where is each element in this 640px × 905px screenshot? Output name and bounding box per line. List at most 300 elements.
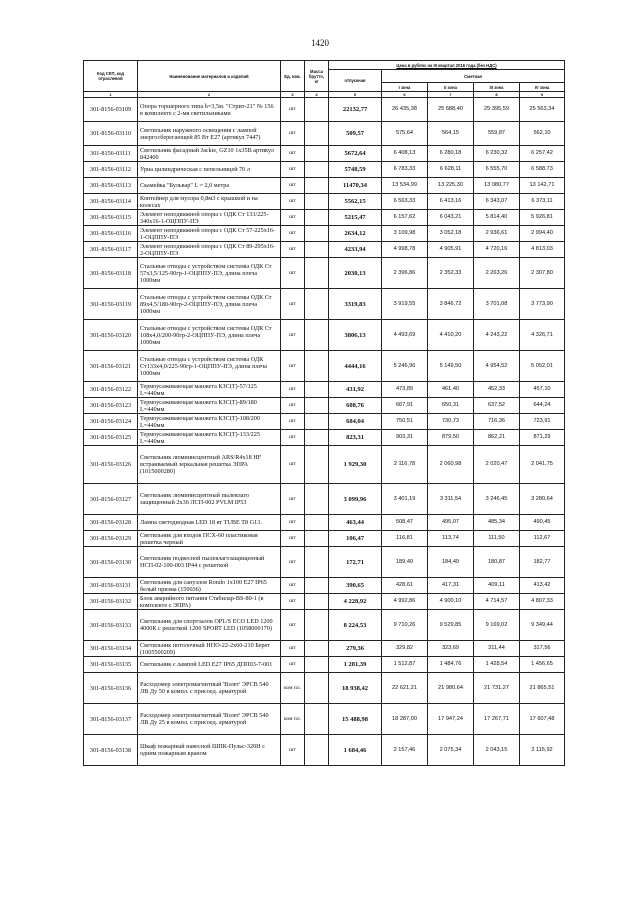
item-code: 301-8156-03119 bbox=[84, 289, 138, 320]
item-code: 301-8156-03127 bbox=[84, 484, 138, 515]
item-release-price: 3319,83 bbox=[329, 289, 382, 320]
item-zone-3-price: 311,44 bbox=[474, 641, 520, 657]
item-zone-1-price: 9 710,26 bbox=[382, 610, 428, 641]
item-zone-4-price: 25 563,34 bbox=[520, 98, 565, 122]
item-release-price: 106,47 bbox=[329, 531, 382, 547]
item-zone-4-price: 9 349,44 bbox=[520, 610, 565, 641]
item-zone-3-price: 3 701,08 bbox=[474, 289, 520, 320]
item-name: Расходомер электромагнитный 'Взлет' ЭРСВ 540 ЛВ Ду 50 в компл. с присоед. арматурой bbox=[138, 673, 281, 704]
table-row bbox=[84, 242, 565, 258]
item-zone-3-price: 21 731,27 bbox=[474, 673, 520, 704]
item-name: Светильник фасадный Jackie, GZ10 1х35В артикул 842400 bbox=[138, 146, 281, 162]
item-zone-2-price: 113,74 bbox=[428, 531, 474, 547]
item-code: 301-8156-03116 bbox=[84, 226, 138, 242]
item-zone-1-price: 750,51 bbox=[382, 414, 428, 430]
item-zone-3-price: 2 020,47 bbox=[474, 446, 520, 484]
item-unit: шт bbox=[281, 398, 305, 414]
item-zone-4-price: 13 142,71 bbox=[520, 178, 565, 194]
item-zone-4-price: 112,67 bbox=[520, 531, 565, 547]
item-zone-1-price: 6 157,62 bbox=[382, 210, 428, 226]
table-row bbox=[84, 641, 565, 657]
item-name: Термоусаживающая манжета КЗС(Т)-57/125 L=440мм bbox=[138, 382, 281, 398]
table-body bbox=[84, 98, 565, 766]
item-unit: ком пл. bbox=[281, 704, 305, 735]
item-zone-2-price: 2 075,34 bbox=[428, 735, 474, 766]
item-name: Светильник подвесной пылевлагозащищенный НСП-02-100-003 IP44 с решеткой bbox=[138, 547, 281, 578]
item-zone-2-price: 3 052,18 bbox=[428, 226, 474, 242]
item-unit: шт bbox=[281, 122, 305, 146]
item-unit: шт bbox=[281, 289, 305, 320]
item-mass bbox=[305, 735, 329, 766]
item-zone-3-price: 6 343,07 bbox=[474, 194, 520, 210]
item-zone-2-price: 6 280,18 bbox=[428, 146, 474, 162]
item-unit: шт bbox=[281, 162, 305, 178]
item-name: Шкаф пожарный навесной ШПК-Пульс-320Н с одним пожарным краном bbox=[138, 735, 281, 766]
item-zone-3-price: 9 169,02 bbox=[474, 610, 520, 641]
item-code: 301-8156-03136 bbox=[84, 673, 138, 704]
item-zone-1-price: 4 998,78 bbox=[382, 242, 428, 258]
item-zone-3-price: 2 936,61 bbox=[474, 226, 520, 242]
table-row bbox=[84, 210, 565, 226]
item-unit: шт bbox=[281, 210, 305, 226]
item-zone-3-price: 180,87 bbox=[474, 547, 520, 578]
item-release-price: 608,76 bbox=[329, 398, 382, 414]
header-zone-1: I зона bbox=[382, 83, 428, 92]
item-name: Стальные отводы с устройством системы ОДК Ст 89х4,5/180-90гр-2-ОЦППУ-ПЭ, длина плеча 1000мм bbox=[138, 289, 281, 320]
item-release-price: 5562,15 bbox=[329, 194, 382, 210]
item-code: 301-8156-03121 bbox=[84, 351, 138, 382]
item-release-price: 1 684,46 bbox=[329, 735, 382, 766]
price-table bbox=[83, 60, 565, 766]
item-code: 301-8156-03112 bbox=[84, 162, 138, 178]
item-unit: шт bbox=[281, 382, 305, 398]
item-zone-1-price: 667,91 bbox=[382, 398, 428, 414]
item-code: 301-8156-03133 bbox=[84, 610, 138, 641]
item-name: Блок аварийного питания Стабилар-BS-80-1 (в комплекте с ЭПРА) bbox=[138, 594, 281, 610]
item-name: Скамейка "Бульвар" L = 2,0 метра bbox=[138, 178, 281, 194]
table-row bbox=[84, 430, 565, 446]
item-mass bbox=[305, 382, 329, 398]
item-mass bbox=[305, 515, 329, 531]
item-zone-2-price: 2 060,98 bbox=[428, 446, 474, 484]
col-number: 8 bbox=[474, 92, 520, 98]
item-unit: шт bbox=[281, 446, 305, 484]
item-zone-4-price: 21 865,51 bbox=[520, 673, 565, 704]
item-zone-3-price: 452,33 bbox=[474, 382, 520, 398]
table-row bbox=[84, 531, 565, 547]
item-release-price: 684,04 bbox=[329, 414, 382, 430]
item-zone-3-price: 559,87 bbox=[474, 122, 520, 146]
item-unit: шт bbox=[281, 414, 305, 430]
item-unit: шт bbox=[281, 258, 305, 289]
item-zone-1-price: 1 512,87 bbox=[382, 657, 428, 673]
item-zone-3-price: 5 814,40 bbox=[474, 210, 520, 226]
item-zone-2-price: 9 529,85 bbox=[428, 610, 474, 641]
item-zone-1-price: 508,47 bbox=[382, 515, 428, 531]
item-zone-4-price: 4 326,71 bbox=[520, 320, 565, 351]
item-release-price: 3 099,96 bbox=[329, 484, 382, 515]
item-zone-3-price: 409,11 bbox=[474, 578, 520, 594]
item-unit: шт bbox=[281, 320, 305, 351]
item-unit: шт bbox=[281, 594, 305, 610]
item-zone-1-price: 4 992,86 bbox=[382, 594, 428, 610]
item-zone-2-price: 17 947,24 bbox=[428, 704, 474, 735]
item-zone-1-price: 4 493,69 bbox=[382, 320, 428, 351]
item-code: 301-8156-03130 bbox=[84, 547, 138, 578]
item-zone-2-price: 730,73 bbox=[428, 414, 474, 430]
item-unit: шт bbox=[281, 515, 305, 531]
item-zone-4-price: 4 813,03 bbox=[520, 242, 565, 258]
item-zone-4-price: 723,91 bbox=[520, 414, 565, 430]
item-name: Светильник наружного освещения с лампой энергосберегающей 85 Вт Е27 (артикул 7447) bbox=[138, 122, 281, 146]
col-number: 2 bbox=[138, 92, 281, 98]
table-row bbox=[84, 610, 565, 641]
item-code: 301-8156-03110 bbox=[84, 122, 138, 146]
item-zone-2-price: 417,31 bbox=[428, 578, 474, 594]
item-zone-1-price: 428,61 bbox=[382, 578, 428, 594]
table-row bbox=[84, 594, 565, 610]
item-code: 301-8156-03134 bbox=[84, 641, 138, 657]
item-zone-2-price: 1 484,76 bbox=[428, 657, 474, 673]
item-zone-4-price: 871,29 bbox=[520, 430, 565, 446]
header-zone-4: IV зона bbox=[520, 83, 565, 92]
item-name: Элемент неподвижной опоры с ОДК Ст 57-225х16-1-ОЦППУ-ПЭ bbox=[138, 226, 281, 242]
item-release-price: 5672,64 bbox=[329, 146, 382, 162]
item-unit: шт bbox=[281, 242, 305, 258]
item-zone-4-price: 6 257,42 bbox=[520, 146, 565, 162]
item-zone-1-price: 3 401,19 bbox=[382, 484, 428, 515]
item-zone-4-price: 413,42 bbox=[520, 578, 565, 594]
item-zone-4-price: 490,45 bbox=[520, 515, 565, 531]
item-zone-4-price: 2 041,75 bbox=[520, 446, 565, 484]
item-zone-3-price: 2 263,26 bbox=[474, 258, 520, 289]
table-row bbox=[84, 226, 565, 242]
item-name: Светильник потолочный НПО-22-2х60-210 Берет (1005500209) bbox=[138, 641, 281, 657]
item-zone-3-price: 25 395,59 bbox=[474, 98, 520, 122]
item-unit: ком пл. bbox=[281, 673, 305, 704]
item-code: 301-8156-03129 bbox=[84, 531, 138, 547]
item-unit: шт bbox=[281, 657, 305, 673]
item-mass bbox=[305, 578, 329, 594]
item-name: Термоусаживающая манжета КЗС(Т)-108/200 L=440мм bbox=[138, 414, 281, 430]
item-zone-1-price: 18 287,00 bbox=[382, 704, 428, 735]
item-zone-3-price: 4 954,52 bbox=[474, 351, 520, 382]
item-zone-4-price: 5 052,01 bbox=[520, 351, 565, 382]
item-code: 301-8156-03117 bbox=[84, 242, 138, 258]
item-mass bbox=[305, 146, 329, 162]
table-row bbox=[84, 414, 565, 430]
item-code: 301-8156-03135 bbox=[84, 657, 138, 673]
item-code: 301-8156-03109 bbox=[84, 98, 138, 122]
header-zone-3: III зона bbox=[474, 83, 520, 92]
item-zone-1-price: 5 246,96 bbox=[382, 351, 428, 382]
item-mass bbox=[305, 226, 329, 242]
item-unit: шт bbox=[281, 531, 305, 547]
table-row bbox=[84, 122, 565, 146]
col-number: 9 bbox=[520, 92, 565, 98]
item-code: 301-8156-03131 bbox=[84, 578, 138, 594]
item-zone-4-price: 182,77 bbox=[520, 547, 565, 578]
header-mass: Масса брутто, кг bbox=[305, 61, 329, 92]
header-name: Наименование материалов и изделий bbox=[138, 61, 281, 92]
item-mass bbox=[305, 178, 329, 194]
item-zone-3-price: 6 230,32 bbox=[474, 146, 520, 162]
table-row bbox=[84, 704, 565, 735]
item-mass bbox=[305, 531, 329, 547]
item-zone-1-price: 6 783,33 bbox=[382, 162, 428, 178]
table-row bbox=[84, 289, 565, 320]
item-name: Термоусаживающая манжета КЗС(Т)-133/225 L=440мм bbox=[138, 430, 281, 446]
item-zone-1-price: 2 116,78 bbox=[382, 446, 428, 484]
item-zone-3-price: 1 428,54 bbox=[474, 657, 520, 673]
item-zone-1-price: 22 621,21 bbox=[382, 673, 428, 704]
item-code: 301-8156-03125 bbox=[84, 430, 138, 446]
item-name: Светильник люминисцентный пылевлаго защищенный 2х36 ЛСП-002 PVLM IP53 bbox=[138, 484, 281, 515]
item-release-price: 8 224,53 bbox=[329, 610, 382, 641]
item-zone-4-price: 4 807,33 bbox=[520, 594, 565, 610]
item-mass bbox=[305, 258, 329, 289]
item-release-price: 823,31 bbox=[329, 430, 382, 446]
table-row bbox=[84, 194, 565, 210]
item-release-price: 4233,94 bbox=[329, 242, 382, 258]
item-unit: шт bbox=[281, 178, 305, 194]
item-unit: шт bbox=[281, 146, 305, 162]
item-zone-1-price: 3 109,98 bbox=[382, 226, 428, 242]
item-zone-4-price: 3 773,90 bbox=[520, 289, 565, 320]
item-unit: шт bbox=[281, 194, 305, 210]
item-zone-2-price: 6 413,16 bbox=[428, 194, 474, 210]
item-name: Светильник люминисцентный ARS/R4х18 HF встраиваемый зеркальная решетка ЭПРА (1015000280) bbox=[138, 446, 281, 484]
item-name: Лампа светодиодная LED 18 вт TUBE T8 G13. bbox=[138, 515, 281, 531]
item-release-price: 2634,12 bbox=[329, 226, 382, 242]
item-zone-3-price: 6 555,70 bbox=[474, 162, 520, 178]
item-code: 301-8156-03123 bbox=[84, 398, 138, 414]
item-code: 301-8156-03114 bbox=[84, 194, 138, 210]
table-row bbox=[84, 515, 565, 531]
item-mass bbox=[305, 547, 329, 578]
item-mass bbox=[305, 641, 329, 657]
item-zone-2-price: 3 846,72 bbox=[428, 289, 474, 320]
item-mass bbox=[305, 484, 329, 515]
item-zone-1-price: 329,82 bbox=[382, 641, 428, 657]
header-price-group: Цена в рублях на III квартал 2016 года (без НДС) bbox=[329, 61, 565, 70]
table-row bbox=[84, 547, 565, 578]
item-zone-4-price: 644,24 bbox=[520, 398, 565, 414]
header-zone-2: II зона bbox=[428, 83, 474, 92]
item-zone-2-price: 564,15 bbox=[428, 122, 474, 146]
item-release-price: 5215,47 bbox=[329, 210, 382, 226]
item-release-price: 1 929,30 bbox=[329, 446, 382, 484]
col-number: 3 bbox=[281, 92, 305, 98]
item-zone-2-price: 323,69 bbox=[428, 641, 474, 657]
item-release-price: 279,36 bbox=[329, 641, 382, 657]
item-release-price: 463,44 bbox=[329, 515, 382, 531]
item-zone-1-price: 473,89 bbox=[382, 382, 428, 398]
item-name: Светильник с лампой LED Е27 IP65 ДПП03-7-001 bbox=[138, 657, 281, 673]
header-unit: Ед. изм. bbox=[281, 61, 305, 92]
item-zone-4-price: 5 926,81 bbox=[520, 210, 565, 226]
item-zone-2-price: 461,40 bbox=[428, 382, 474, 398]
item-mass bbox=[305, 162, 329, 178]
item-zone-3-price: 4 714,57 bbox=[474, 594, 520, 610]
item-unit: шт bbox=[281, 98, 305, 122]
table-row bbox=[84, 162, 565, 178]
table-row bbox=[84, 673, 565, 704]
item-zone-3-price: 4 243,22 bbox=[474, 320, 520, 351]
item-zone-2-price: 4 410,20 bbox=[428, 320, 474, 351]
item-unit: шт bbox=[281, 547, 305, 578]
item-zone-3-price: 637,52 bbox=[474, 398, 520, 414]
item-unit: шт bbox=[281, 226, 305, 242]
item-zone-2-price: 21 980,64 bbox=[428, 673, 474, 704]
item-name: Светильник для спортзалов OPL/S ECO LED 1200 4000К с решеткой 1200 SPORT LED (1058000170) bbox=[138, 610, 281, 641]
item-zone-3-price: 111,50 bbox=[474, 531, 520, 547]
table-row bbox=[84, 735, 565, 766]
table-row bbox=[84, 258, 565, 289]
item-mass bbox=[305, 122, 329, 146]
item-name: Опора торшерного типа h=3,5м. "Стрит-21" № 156 в комплекте с 2-мя светильниками bbox=[138, 98, 281, 122]
item-release-price: 4 228,92 bbox=[329, 594, 382, 610]
item-zone-1-price: 3 919,55 bbox=[382, 289, 428, 320]
item-zone-1-price: 2 396,86 bbox=[382, 258, 428, 289]
item-code: 301-8156-03118 bbox=[84, 258, 138, 289]
item-zone-1-price: 116,81 bbox=[382, 531, 428, 547]
item-release-price: 509,57 bbox=[329, 122, 382, 146]
item-zone-4-price: 17 607,48 bbox=[520, 704, 565, 735]
item-zone-2-price: 4 900,10 bbox=[428, 594, 474, 610]
item-zone-2-price: 6 043,21 bbox=[428, 210, 474, 226]
header-code: Код СКП, код отраслевой bbox=[84, 61, 138, 92]
item-zone-3-price: 862,21 bbox=[474, 430, 520, 446]
item-zone-1-price: 903,31 bbox=[382, 430, 428, 446]
item-unit: шт bbox=[281, 610, 305, 641]
item-zone-2-price: 184,49 bbox=[428, 547, 474, 578]
item-release-price: 172,71 bbox=[329, 547, 382, 578]
item-release-price: 4444,16 bbox=[329, 351, 382, 382]
table-row bbox=[84, 398, 565, 414]
item-zone-4-price: 1 456,65 bbox=[520, 657, 565, 673]
item-release-price: 1 281,39 bbox=[329, 657, 382, 673]
item-unit: шт bbox=[281, 484, 305, 515]
item-release-price: 18 938,42 bbox=[329, 673, 382, 704]
item-zone-4-price: 317,56 bbox=[520, 641, 565, 657]
item-code: 301-8156-03122 bbox=[84, 382, 138, 398]
table-row bbox=[84, 146, 565, 162]
item-zone-2-price: 650,31 bbox=[428, 398, 474, 414]
item-name: Стальные отводы с устройством системы ОДК Ст 108х4,0/200-90гр-2-ОЦППУ-ПЭ, длина плеча 1000мм bbox=[138, 320, 281, 351]
item-name: Стальные отводы с устройством системы ОДК Ст 57х3,5/125-90гр-1-ОЦППУ-ПЭ, длина плеча 1000мм bbox=[138, 258, 281, 289]
item-zone-2-price: 2 352,33 bbox=[428, 258, 474, 289]
item-release-price: 431,92 bbox=[329, 382, 382, 398]
item-zone-4-price: 6 588,73 bbox=[520, 162, 565, 178]
item-zone-3-price: 13 080,77 bbox=[474, 178, 520, 194]
item-zone-4-price: 2 115,92 bbox=[520, 735, 565, 766]
item-code: 301-8156-03132 bbox=[84, 594, 138, 610]
col-number: 7 bbox=[428, 92, 474, 98]
item-mass bbox=[305, 320, 329, 351]
item-release-price: 15 488,98 bbox=[329, 704, 382, 735]
item-zone-2-price: 3 311,54 bbox=[428, 484, 474, 515]
header-release: отпускная bbox=[329, 70, 382, 92]
item-code: 301-8156-03111 bbox=[84, 146, 138, 162]
item-mass bbox=[305, 414, 329, 430]
item-code: 301-8156-03115 bbox=[84, 210, 138, 226]
item-mass bbox=[305, 657, 329, 673]
item-code: 301-8156-03128 bbox=[84, 515, 138, 531]
table-row bbox=[84, 446, 565, 484]
item-mass bbox=[305, 398, 329, 414]
item-zone-3-price: 3 246,45 bbox=[474, 484, 520, 515]
item-unit: шт bbox=[281, 641, 305, 657]
item-name: Стальные отводы с устройством системы ОДК Ст133х4,0/225-90гр-1-ОЦППУ-ПЭ, длина плеча 1000мм bbox=[138, 351, 281, 382]
item-name: Термоусаживающая манжета КЗС(Т)-89/180 L=440мм bbox=[138, 398, 281, 414]
item-mass bbox=[305, 704, 329, 735]
item-name: Светильник для санузлов Rondo 1х100 Е27 IP65 белый призма (150036) bbox=[138, 578, 281, 594]
col-number: 4 bbox=[305, 92, 329, 98]
item-zone-2-price: 4 905,91 bbox=[428, 242, 474, 258]
item-zone-2-price: 879,50 bbox=[428, 430, 474, 446]
table-row bbox=[84, 484, 565, 515]
item-unit: шт bbox=[281, 578, 305, 594]
item-unit: шт bbox=[281, 351, 305, 382]
item-release-price: 5748,59 bbox=[329, 162, 382, 178]
col-number: 6 bbox=[382, 92, 428, 98]
item-mass bbox=[305, 446, 329, 484]
item-name: Расходомер электромагнитный 'Взлет' ЭРСВ 540 ЛВ Ду 25 в компл. с присоед. арматурой bbox=[138, 704, 281, 735]
table-row bbox=[84, 351, 565, 382]
item-zone-2-price: 5 149,50 bbox=[428, 351, 474, 382]
item-mass bbox=[305, 98, 329, 122]
item-zone-3-price: 4 720,16 bbox=[474, 242, 520, 258]
item-zone-4-price: 457,10 bbox=[520, 382, 565, 398]
item-zone-4-price: 562,10 bbox=[520, 122, 565, 146]
item-mass bbox=[305, 610, 329, 641]
item-zone-1-price: 189,49 bbox=[382, 547, 428, 578]
col-number: 5 bbox=[329, 92, 382, 98]
item-code: 301-8156-03138 bbox=[84, 735, 138, 766]
table-row bbox=[84, 578, 565, 594]
item-mass bbox=[305, 242, 329, 258]
item-mass bbox=[305, 289, 329, 320]
item-release-price: 22132,77 bbox=[329, 98, 382, 122]
item-zone-2-price: 495,07 bbox=[428, 515, 474, 531]
item-zone-1-price: 13 534,99 bbox=[382, 178, 428, 194]
item-zone-1-price: 6 408,13 bbox=[382, 146, 428, 162]
table-row bbox=[84, 98, 565, 122]
item-code: 301-8156-03126 bbox=[84, 446, 138, 484]
item-zone-4-price: 2 307,80 bbox=[520, 258, 565, 289]
item-release-price: 2030,13 bbox=[329, 258, 382, 289]
item-zone-2-price: 6 628,11 bbox=[428, 162, 474, 178]
item-release-price: 11470,34 bbox=[329, 178, 382, 194]
item-zone-2-price: 13 225,30 bbox=[428, 178, 474, 194]
item-name: Элемент неподвижной опоры с ОДК Ст 133/225-340х16-1-ОЦППУ-ПЭ bbox=[138, 210, 281, 226]
item-zone-4-price: 2 994,40 bbox=[520, 226, 565, 242]
table-row bbox=[84, 178, 565, 194]
item-mass bbox=[305, 594, 329, 610]
item-zone-1-price: 575,64 bbox=[382, 122, 428, 146]
item-zone-1-price: 26 435,38 bbox=[382, 98, 428, 122]
item-mass bbox=[305, 673, 329, 704]
item-zone-4-price: 3 280,64 bbox=[520, 484, 565, 515]
item-mass bbox=[305, 210, 329, 226]
item-zone-4-price: 6 373,11 bbox=[520, 194, 565, 210]
item-mass bbox=[305, 430, 329, 446]
item-zone-3-price: 17 267,71 bbox=[474, 704, 520, 735]
item-release-price: 390,65 bbox=[329, 578, 382, 594]
item-zone-1-price: 2 157,46 bbox=[382, 735, 428, 766]
col-number: 1 bbox=[84, 92, 138, 98]
